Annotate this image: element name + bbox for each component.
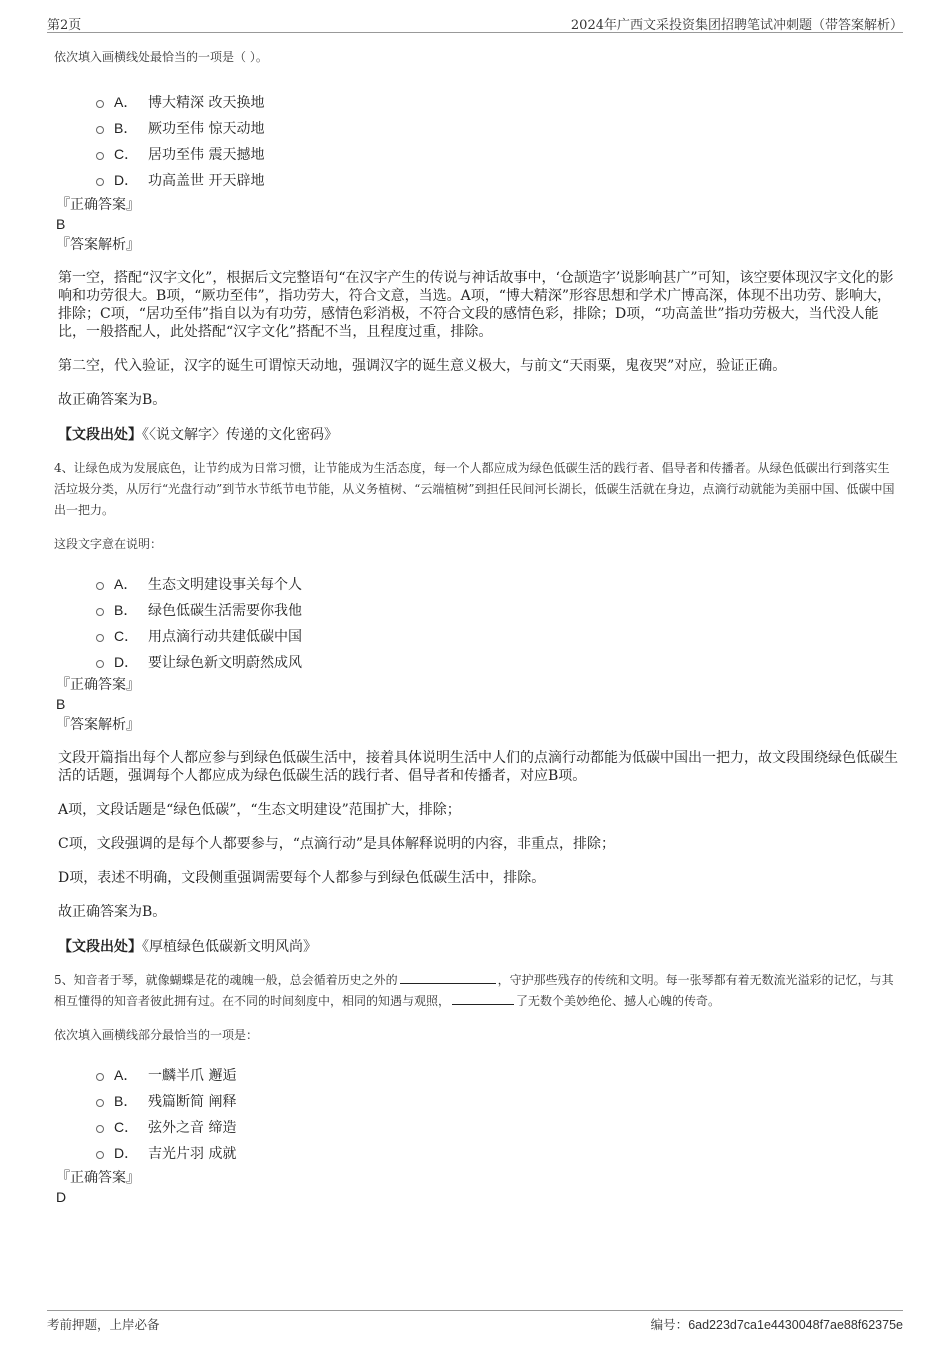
q4-analysis-5: 故正确答案为B。 [58, 904, 167, 920]
page-number: 第2页 [47, 18, 82, 33]
q5-option-d[interactable]: D． 吉光片羽 成就 [96, 1140, 899, 1166]
q5-option-b[interactable]: B． 残篇断简 阐释 [96, 1088, 899, 1114]
q3-prompt: 依次填入画横线处最恰当的一项是（ ）。 [54, 50, 268, 64]
q3-analysis-label: 『答案解析』 [56, 237, 140, 253]
q3-option-b[interactable]: B． 厥功至伟 惊天动地 [96, 115, 899, 141]
q3-option-d[interactable]: D． 功高盖世 开天辟地 [96, 167, 899, 193]
radio-icon[interactable] [96, 582, 104, 590]
q4-options [96, 571, 899, 675]
q4-analysis-1: 文段开篇指出每个人都应参与到绿色低碳生活中，接着具体说明生活中人们的点滴行动都能为低碳中国出一把力，故文段围绕绿色低碳生活的话题，强调每个人都应成为绿色低碳生活的践行者、倡导者和传播者，对应B项。 [58, 750, 898, 784]
q5-answer-label: 『正确答案』 [56, 1170, 140, 1186]
radio-icon[interactable] [96, 608, 104, 616]
q5-answer: D [56, 1189, 67, 1205]
blank-2 [452, 992, 514, 1005]
q4-analysis-3: C项，文段强调的是每个人都要参与，“点滴行动”是具体解释说明的内容，非重点，排除； [58, 836, 616, 852]
q3-analysis-1: 第一空，搭配“汉字文化”，根据后文完整语句“在汉字产生的传说与神话故事中，‘仓颉造字’说影响甚广”可知，该空要体现汉字文化的影响和功劳很大。B项，“厥功至伟”，指功劳大，符合文意，当选。A项，“博大精深”形容思想和学术广博高深，体现不出功劳、影响大，排除；C项，“居功至伟”指自以为有功劳，感情色彩消极，不符合文段的感情色彩，排除；D项，“功高盖世”指功劳极大，当代没人能比，一般搭配人，此处搭配“汉字文化”搭配不当，且程度过重，排除。 [58, 270, 894, 340]
radio-icon[interactable] [96, 1073, 104, 1081]
q4-option-a[interactable]: A． 生态文明建设事关每个人 [96, 571, 899, 597]
radio-icon[interactable] [96, 634, 104, 642]
q4-analysis-2: A项，文段话题是“绿色低碳”，“生态文明建设”范围扩大，排除； [58, 802, 461, 818]
radio-icon[interactable] [96, 660, 104, 668]
q4-option-d[interactable]: D． 要让绿色新文明蔚然成风 [96, 649, 899, 675]
radio-icon[interactable] [96, 178, 104, 186]
q5-text: 5、知音者于琴，就像蝴蝶是花的魂魄一般，总会循着历史之外的 ，守护那些残存的传统和文明。每一张琴都有着无数流光溢彩的记忆，与其相互懂得的知音者彼此拥有过。在不同的时间刻度中，相同的知遇与观照， 了无数个美妙绝伦、撼人心魄的传奇。 [54, 973, 894, 1008]
q3-analysis-3: 故正确答案为B。 [58, 392, 167, 408]
radio-icon[interactable] [96, 1099, 104, 1107]
q3-answer-label: 『正确答案』 [56, 197, 140, 213]
q5-option-c[interactable]: C． 弦外之音 缔造 [96, 1114, 899, 1140]
blank-1 [400, 971, 496, 984]
q5-prompt: 依次填入画横线部分最恰当的一项是： [54, 1028, 259, 1042]
q4-text: 4、让绿色成为发展底色，让节约成为日常习惯，让节能成为生活态度，每一个人都应成为绿色低碳生活的践行者、倡导者和传播者。从绿色低碳出行到落实生活垃圾分类，从厉行“光盘行动”到节水节纸节电节能，从义务植树、“云端植树”到担任民间河长湖长，低碳生活就在身边，点滴行动就能为美丽中国、低碳中国出一把力。 [54, 461, 895, 517]
q3-option-c[interactable]: C． 居功至伟 震天撼地 [96, 141, 899, 167]
q4-option-b[interactable]: B． 绿色低碳生活需要你我他 [96, 597, 899, 623]
q3-option-a[interactable]: A． 博大精深 改天换地 [96, 89, 899, 115]
q3-answer: B [56, 216, 66, 232]
q4-prompt: 这段文字意在说明： [54, 537, 163, 551]
radio-icon[interactable] [96, 1151, 104, 1159]
q4-analysis-4: D项，表述不明确，文段侧重强调需要每个人都参与到绿色低碳生活中，排除。 [58, 870, 546, 886]
radio-icon[interactable] [96, 1125, 104, 1133]
document-title: 2024年广西文采投资集团招聘笔试冲刺题（带答案解析） [570, 18, 903, 33]
q4-source: 【文段出处】《厚植绿色低碳新文明风尚》 [58, 939, 317, 955]
q5-options [96, 1062, 899, 1166]
q4-analysis-label: 『答案解析』 [56, 717, 140, 733]
radio-icon[interactable] [96, 100, 104, 108]
document-id: 编号：6ad223d7ca1e4430048f7ae88f62375e [650, 1317, 903, 1332]
q3-analysis-2: 第二空，代入验证，汉字的诞生可谓惊天动地，强调汉字的诞生意义极大，与前文“天雨粟，鬼夜哭”对应，验证正确。 [58, 358, 787, 374]
radio-icon[interactable] [96, 152, 104, 160]
q4-answer-label: 『正确答案』 [56, 677, 140, 693]
document-body [54, 44, 899, 1206]
page-footer [47, 1310, 903, 1335]
footer-slogan: 考前押题，上岸必备 [47, 1317, 160, 1332]
page-header [47, 12, 903, 33]
q4-answer: B [56, 696, 66, 712]
q4-option-c[interactable]: C． 用点滴行动共建低碳中国 [96, 623, 899, 649]
q5-option-a[interactable]: A． 一麟半爪 邂逅 [96, 1062, 899, 1088]
q3-source: 【文段出处】《〈说文解字〉传递的文化密码》 [58, 427, 338, 443]
radio-icon[interactable] [96, 126, 104, 134]
q3-options [96, 89, 899, 193]
